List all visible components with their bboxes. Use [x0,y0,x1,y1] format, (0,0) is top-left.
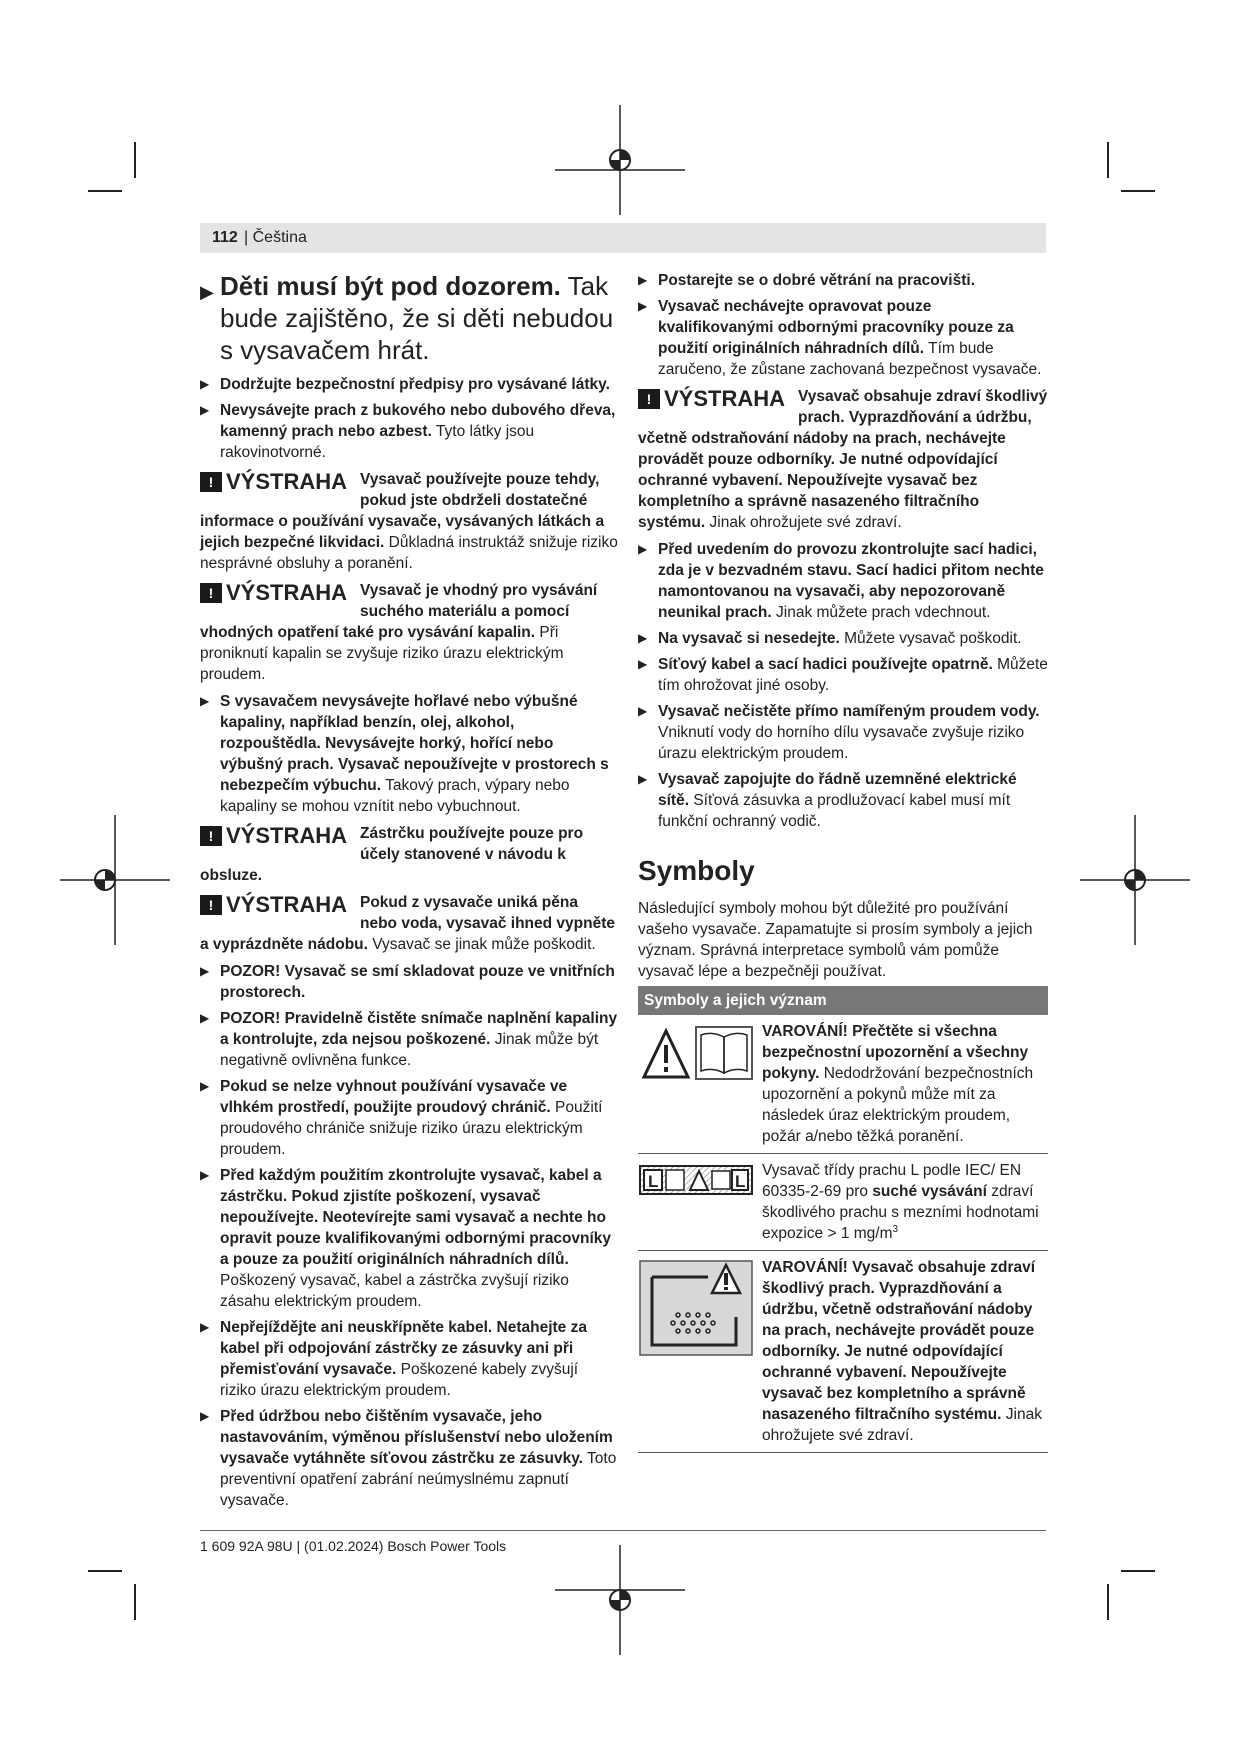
warning-label: ! VÝSTRAHA [638,386,798,412]
warning-label: ! VÝSTRAHA [200,823,360,849]
crop-mark [1121,190,1155,192]
warning-label: ! VÝSTRAHA [200,580,360,606]
registration-mark-icon [555,105,685,215]
warning-block: ! VÝSTRAHA Vysavač obsahuje zdraví škodlivý prach. Vyprazdňování a údržbu, včetně odstraňování nádoby na prach, nechávejte provádět pouze odborníky. Je nutné odpovídající ochranné vybavení. Nepoužívejte vysavač bez kompletního a správně nasazeného filtračního systému. Jinak ohrožujete své zdraví. [638,386,1048,531]
symbol-cell [638,1021,756,1147]
warning-block: ! VÝSTRAHA Vysavač používejte pouze tehdy, pokud jste obdrželi dostatečné informace o používání vysavače, vysávaných látkách a jejich bezpečné likvidaci. Důkladná instruktáž snižuje riziko nesprávné obsluhy a poranění. [200,469,618,572]
list-item: ▶ Děti musí být pod dozorem. Tak bude zajištěno, že si děti nebudou s vysavačem hrát. [200,270,618,366]
list-item: ▶ Síťový kabel a sací hadici používejte opatrně. Můžete tím ohrožovat jiné osoby. [638,654,1048,696]
crop-mark [88,190,122,192]
warning-label: ! VÝSTRAHA [200,469,360,495]
crop-mark [88,1570,122,1572]
left-column [200,270,618,1516]
list-item: ▶ Na vysavač si nesedejte. Můžete vysavač poškodit. [638,628,1048,649]
page-number: 112 [212,229,238,246]
symbol-cell [638,1257,756,1446]
registration-mark-icon [1080,815,1190,945]
warning-triangle-icon: ! [638,389,660,409]
symbol-description: VAROVÁNÍ! Přečtěte si všechna bezpečnostní upozornění a všechny pokyny. Nedodržování bezpečnostních upozornění a pokynů může mít za následek úraz elektrickým proudem, požár a/nebo těžká poranění. [762,1023,1034,1145]
warning-label: ! VÝSTRAHA [200,892,360,918]
warning-triangle-icon: ! [200,583,222,603]
table-row [638,1015,1048,1154]
warning-block: ! VÝSTRAHA Vysavač je vhodný pro vysávání suchého materiálu a pomocí vhodných opatření také pro vysávání kapalin. Při proniknutí kapalin se zvyšuje riziko úrazu elektrickým proudem. [200,580,598,683]
list-item: ▶ Nepřejíždějte ani neuskřípněte kabel. Netahejte za kabel při odpojování zástrčky ze zásuvky ani při přemisťování vysavače. Poškozené kabely zvyšují riziko úrazu elektrickým proudem. [200,1317,618,1401]
language-label: | Čeština [244,229,307,246]
book-icon [701,1033,747,1073]
list-item: ▶ S vysavačem nevysávejte hořlavé nebo výbušné kapaliny, například benzín, olej, alkohol, rozpouštědla. Nevysávejte horký, hořící nebo výbušný prach. Vysavač nepoužívejte v prostorech s nebezpečím výbuchu. Takový prach, výpary nebo kapaliny se mohou vznítit nebo vybuchnout. [200,691,618,817]
table-row [638,1154,1048,1251]
list-item: ▶ Vysavač nechávejte opravovat pouze kvalifikovanými odbornými pracovníky pouze za použití originálních náhradních dílů. Tím bude zaručeno, že zůstane zachovaná bezpečnost vysavače. [638,296,1048,380]
section-intro: Následující symboly mohou být důležité pro používání vašeho vysavače. Zapamatujte si prosím symboly a jejich význam. Správná interpretace symbolů vám pomůže vysavač lépe a bezpečněji používat. [638,900,1033,980]
symbol-cell [638,1160,756,1244]
list-item: ▶ Nevysávejte prach z bukového nebo dubového dřeva, kamenný prach nebo azbest. Tyto látky jsou rakovinotvorné. [200,400,618,463]
crop-mark [134,1584,136,1620]
list-item: ▶ Pokud se nelze vyhnout používání vysavače ve vlhkém prostředí, použijte proudový chránič. Použití proudového chrániče snižuje riziko úrazu elektrickým proudem. [200,1076,618,1160]
warning-triangle-icon: ! [200,472,222,492]
page-footer: 1 609 92A 98U | (01.02.2024) Bosch Power Tools [200,1538,507,1554]
warning-block: ! VÝSTRAHA Pokud z vysavače uniká pěna nebo voda, vysavač ihned vypněte a vyprázdněte nádobu. Vysavač se jinak může poškodit. [200,892,615,953]
warning-triangle-icon: ! [200,895,222,915]
crop-mark [1107,1584,1109,1620]
list-item: ▶ Vysavač zapojujte do řádně uzemněné elektrické sítě. Síťová zásuvka a prodlužovací kabel musí mít funkční ochranný vodič. [638,769,1048,832]
svg-text:L: L [735,1172,746,1191]
list-item: ▶ Před údržbou nebo čištěním vysavače, jeho nastavováním, výměnou příslušenství nebo uložením vysavače vytáhněte síťovou zástrčku ze zásuvky. Toto preventivní opatření zabrání neúmyslnému zapnutí vysavače. [200,1406,618,1511]
list-item: ▶ POZOR! Pravidelně čistěte snímače naplnění kapaliny a kontrolujte, zda nejsou poškozené. Jinak může být negativně ovlivněna funkce. [200,1008,618,1071]
list-item: ▶ Postarejte se o dobré větrání na pracovišti. [638,270,1048,291]
list-item: ▶ Před uvedením do provozu zkontrolujte sací hadici, zda je v bezvadném stavu. Sací hadici přitom nechte namontovanou na vysavači, aby nepozorovaně neunikal prach. Jinak můžete prach vdechnout. [638,539,1048,623]
warning-triangle-icon [638,1021,756,1083]
crop-mark [1121,1570,1155,1572]
svg-text:L: L [648,1172,659,1191]
symbols-table-header: Symboly a jejich význam [638,986,1048,1015]
list-item: ▶ Vysavač nečistěte přímo namířeným proudem vody. Vniknutí vody do horního dílu vysavače zvyšuje riziko úrazu elektrickým proudem. [638,701,1048,764]
crop-mark [1107,142,1109,178]
table-row [638,1251,1048,1453]
symbol-description: Vysavač třídy prachu L podle IEC/ EN 60335-2-69 pro suché vysávání zdraví škodlivého prachu s mezními hodnotami expozice > 1 $mg/m^3$ [762,1162,1039,1242]
list-item: ▶ Před každým použitím zkontrolujte vysavač, kabel a zástrčku. Pokud zjistíte poškození, vysavač nepoužívejte. Neotevírejte sami vysavač a nechte ho opravit pouze kvalifikovanými odbornými pracovníky a pouze za použití originálních náhradních dílů. Poškozený vysavač, kabel a zástrčka zvyšují riziko zásahu elektrickým proudem. [200,1165,618,1312]
symbol-description: VAROVÁNÍ! Vysavač obsahuje zdraví škodlivý prach. Vyprazdňování a údržbu, včetně odstraňování nádoby na prach, nechávejte provádět pouze odborníky. Je nutné odpovídající ochranné vybavení. Nepoužívejte vysavač bez kompletního a správně nasazeného filtračního systému. Jinak ohrožujete své zdraví. [762,1259,1042,1444]
crop-mark [134,142,136,178]
page-header [200,223,1046,253]
warning-block: ! VÝSTRAHA Zástrčku používejte pouze pro účely stanovené v návodu k obsluze. [200,823,584,884]
right-column [638,270,1048,1453]
registration-mark-icon [555,1545,685,1655]
list-item: ▶ Dodržujte bezpečnostní předpisy pro vysávané látky. [200,374,618,395]
registration-mark-icon [60,815,170,945]
dust-container-icon [638,1257,756,1357]
warning-triangle-icon: ! [200,826,222,846]
footer-divider [200,1530,1046,1531]
list-item: ▶ POZOR! Vysavač se smí skladovat pouze ve vnitřních prostorech. [200,961,618,1003]
section-heading: Symboly [638,855,755,886]
dust-class-l-icon [638,1160,756,1200]
